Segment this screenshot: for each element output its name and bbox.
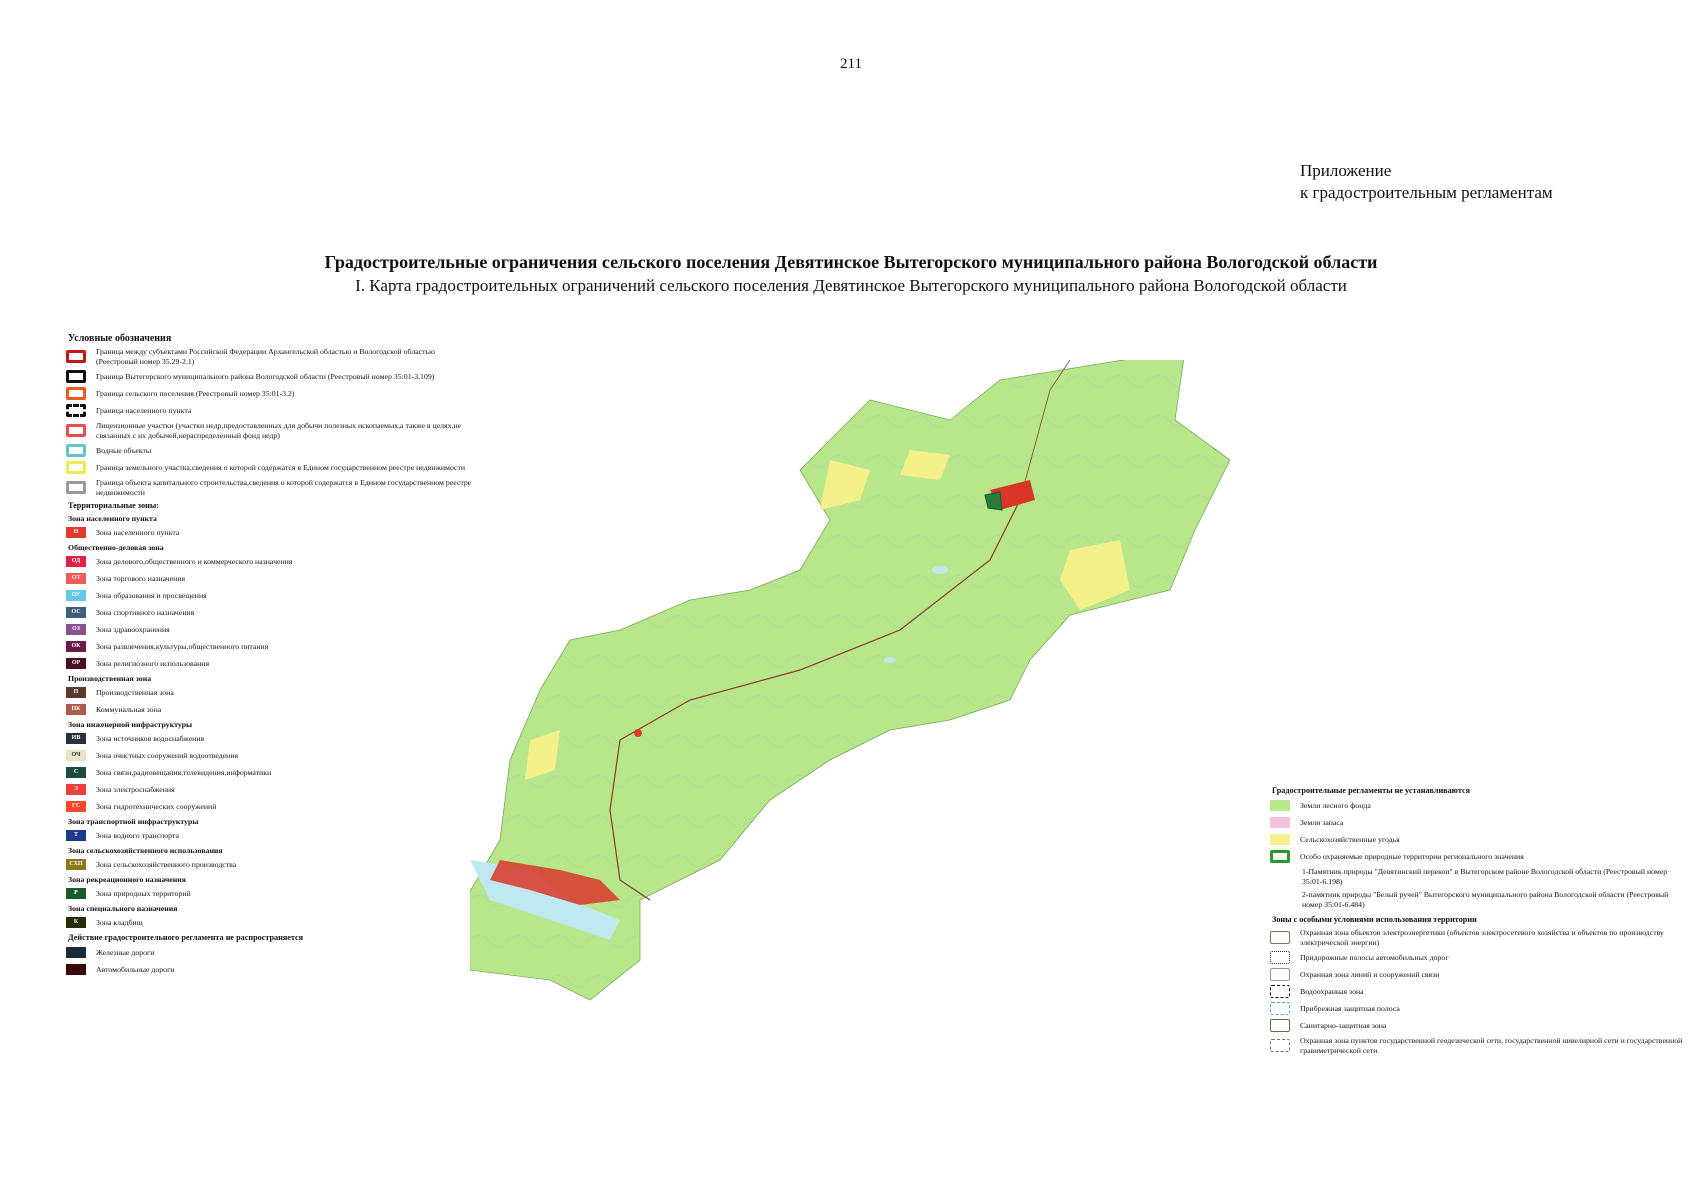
land-category-swatch — [1270, 800, 1290, 811]
boundary-row — [64, 387, 474, 400]
region-boundary-icon — [66, 350, 86, 363]
zone-group-heading: Зона сельскохозяйственного использования — [68, 846, 223, 855]
boundary-label: Лицензионные участки (участки недр,предоставленных для добычи полезных ископаемых,а также в целях,не связанных с их добычей,нераспределенный фонд недр) — [96, 421, 462, 440]
legend-right — [1268, 782, 1688, 1059]
license-area-icon — [66, 424, 86, 437]
special-zone-swatch — [1270, 1019, 1290, 1032]
zone-group-heading: Общественно-деловая зона — [68, 543, 164, 552]
no-regulation-label: Железные дороги — [96, 947, 155, 957]
special-zone-swatch — [1270, 1002, 1290, 1015]
special-zone-label: Водоохранная зона — [1300, 986, 1364, 996]
zone-row — [64, 572, 474, 585]
legend-right-heading-2: Зоны с особыми условиями использования территории — [1272, 915, 1477, 924]
special-zone-swatch — [1270, 1039, 1290, 1052]
zone-row — [64, 555, 474, 568]
appendix-line-1: Приложение — [1300, 161, 1392, 180]
zone-label: Зона природных территорий — [96, 888, 191, 898]
zone-label: Зона кладбищ — [96, 917, 143, 927]
locality-marker — [634, 729, 642, 737]
zone-swatch: СХП — [66, 859, 86, 870]
zone-swatch: П — [66, 687, 86, 698]
zone-swatch: ОС — [66, 607, 86, 618]
zone-row — [64, 916, 474, 929]
zone-label: Зона здравоохранения — [96, 624, 170, 634]
special-zone-row — [1268, 968, 1688, 981]
settlement-map — [470, 360, 1320, 1080]
zone-row — [64, 829, 474, 842]
boundary-list — [64, 347, 474, 497]
special-zone-label: Охранная зона линий и сооружений связи — [1300, 969, 1440, 979]
zone-list — [64, 514, 474, 929]
zone-row — [64, 783, 474, 796]
land-category-row — [1268, 816, 1688, 829]
zone-label: Зона населенного пункта — [96, 527, 180, 537]
appendix-line-2: к градостроительным регламентам — [1300, 183, 1553, 202]
legend-left — [64, 334, 474, 980]
zone-swatch: Н — [66, 527, 86, 538]
special-zone-list — [1268, 928, 1688, 1055]
zone-swatch: ОУ — [66, 590, 86, 601]
zone-swatch: Р — [66, 888, 86, 899]
boundary-row — [64, 370, 474, 383]
boundary-label: Граница между субъектами Российской Федерации Архангельской областью и Вологодской областью (Реестровый номер 35.29-2.1) — [96, 347, 435, 366]
no-regulation-swatch — [66, 964, 86, 975]
zone-group-heading: Зона специального назначения — [68, 904, 178, 913]
protected-note-2: 2-памятник природы "Белый ручей" Вытегорского муниципального района Вологодской области (Реестровый номер 35:01-6.484) — [1302, 890, 1669, 909]
zone-swatch: Э — [66, 784, 86, 795]
zone-label: Зона водного транспорта — [96, 830, 179, 840]
special-zone-label: Охранная зона объектов электроэнергетики (объектов электросетевого хозяйства и объектов по производству электрической энергии) — [1300, 928, 1664, 947]
land-category-row — [1268, 833, 1688, 846]
boundary-row — [64, 478, 474, 497]
boundary-label: Граница сельского поселения (Реестровый номер 35:01-3.2) — [96, 388, 295, 398]
zone-swatch: ОР — [66, 658, 86, 669]
special-zone-swatch — [1270, 985, 1290, 998]
zone-row — [64, 732, 474, 745]
no-regulation-row — [64, 963, 474, 976]
legend-heading: Условные обозначения — [68, 333, 172, 344]
boundary-label: Граница населенного пункта — [96, 405, 192, 415]
zone-group-heading: Зона рекреационного назначения — [68, 875, 186, 884]
zone-row — [64, 858, 474, 871]
zone-swatch: ОК — [66, 641, 86, 652]
special-zone-row — [1268, 928, 1688, 947]
special-zone-swatch — [1270, 951, 1290, 964]
zone-row — [64, 800, 474, 813]
no-regulation-list — [64, 946, 474, 976]
land-category-list — [1268, 799, 1688, 846]
zone-swatch: ОД — [66, 556, 86, 567]
zone-label: Зона гидротехнических сооружений — [96, 801, 217, 811]
zone-label: Зона развлечения,культуры,общественного питания — [96, 641, 269, 651]
zone-swatch: С — [66, 767, 86, 778]
water-body — [932, 566, 948, 574]
zone-group-heading: Производственная зона — [68, 674, 152, 683]
boundary-label: Граница земельного участка,сведения о которой содержатся в Едином государственном реестре недвижимости — [96, 462, 466, 472]
legend-right-heading-1: Градостроительные регламенты не устанавливаются — [1272, 786, 1471, 795]
boundary-label: Граница Вытегорского муниципального района Вологодской области (Реестровый номер 35:01-3.109) — [96, 371, 435, 381]
land-category-row — [1268, 799, 1688, 812]
zone-swatch: ИВ — [66, 733, 86, 744]
zone-row — [64, 623, 474, 636]
special-zone-label: Придорожные полосы автомобильных дорог — [1300, 952, 1449, 962]
boundary-row — [64, 404, 474, 417]
zone-swatch: ГС — [66, 801, 86, 812]
land-category-label: Земли лесного фонда — [1300, 800, 1371, 810]
zone-swatch: ОЗ — [66, 624, 86, 635]
zone-group-heading: Зона транспортной инфраструктуры — [68, 817, 199, 826]
zone-label: Зона делового,общественного и коммерческого назначения — [96, 556, 293, 566]
appendix-note — [1300, 160, 1553, 204]
zone-swatch: ОТ — [66, 573, 86, 584]
boundary-label: Граница объекта капитального строительства,сведения о которой содержатся в Едином государственном реестре недвижимости — [96, 478, 472, 497]
special-zone-row — [1268, 1002, 1688, 1015]
water-body — [884, 657, 896, 663]
no-regulation-heading: Действие градостроительного регламента не распространяется — [68, 933, 304, 942]
special-zone-label: Санитарно-защитная зона — [1300, 1020, 1387, 1030]
land-category-swatch — [1270, 834, 1290, 845]
zone-label: Зона связи,радиовещания,телевидения,информатики — [96, 767, 272, 777]
special-zone-label: Охранная зона пунктов государственной геодезической сети, государственной нивелирной сети и государственной гравиметрической сети — [1300, 1036, 1683, 1055]
zone-swatch: ОЧ — [66, 750, 86, 761]
zones-heading: Территориальные зоны: — [68, 501, 159, 510]
zone-row — [64, 766, 474, 779]
zone-row — [64, 887, 474, 900]
boundary-row — [64, 461, 474, 474]
zone-label: Производственная зона — [96, 687, 174, 697]
district-boundary-icon — [66, 370, 86, 383]
building-icon — [66, 481, 86, 494]
boundary-row — [64, 421, 474, 440]
zone-swatch: К — [66, 917, 86, 928]
zone-label: Зона спортивного назначения — [96, 607, 195, 617]
protected-note-1: 1-Памятник природы "Девятинский перекоп" в Вытегорском районе Вологодской области (Реестровый номер 35:01-6.198) — [1302, 867, 1668, 886]
zone-label: Зона религиозного использования — [96, 658, 210, 668]
special-zone-row — [1268, 985, 1688, 998]
special-zone-swatch — [1270, 968, 1290, 981]
zone-row — [64, 606, 474, 619]
special-zone-label: Прибрежная защитная полоса — [1300, 1003, 1400, 1013]
zone-group-heading: Зона инженерной инфраструктуры — [68, 720, 193, 729]
no-regulation-label: Автомобильные дороги — [96, 964, 175, 974]
zone-label: Коммунальная зона — [96, 704, 162, 714]
zone-label: Зона торгового назначения — [96, 573, 186, 583]
zone-row — [64, 703, 474, 716]
boundary-row — [64, 347, 474, 366]
locality-boundary-icon — [66, 404, 86, 417]
land-plot-icon — [66, 461, 86, 474]
protected-area-row — [1268, 850, 1688, 863]
special-zone-swatch — [1270, 931, 1290, 944]
zone-label: Зона источников водоснабжения — [96, 733, 205, 743]
zone-label: Зона сельскохозяйственного производства — [96, 859, 237, 869]
zone-row — [64, 589, 474, 602]
zone-row — [64, 526, 474, 539]
land-category-label: Сельскохозяйственные угодья — [1300, 834, 1400, 844]
no-regulation-swatch — [66, 947, 86, 958]
protected-area-1 — [985, 492, 1002, 510]
zone-row — [64, 640, 474, 653]
protected-area-label: Особо охраняемые природные территории регионального значения — [1300, 851, 1524, 861]
zone-group-heading: Зона населенного пункта — [68, 514, 157, 523]
zone-swatch: Т — [66, 830, 86, 841]
zone-row — [64, 657, 474, 670]
land-category-swatch — [1270, 817, 1290, 828]
boundary-row — [64, 444, 474, 457]
zone-swatch: ПК — [66, 704, 86, 715]
zone-row — [64, 686, 474, 699]
zone-label: Зона электроснабжения — [96, 784, 175, 794]
protected-area-swatch — [1270, 850, 1290, 863]
zone-label: Зона очистных сооружений водоотведения — [96, 750, 239, 760]
page-title: Градостроительные ограничения сельского поселения Девятинское Вытегорского муниципального района Вологодской области — [324, 252, 1378, 272]
page-subtitle: I. Карта градостроительных ограничений сельского поселения Девятинское Вытегорского муниципального района Вологодской области — [355, 276, 1347, 295]
special-zone-row — [1268, 1036, 1688, 1055]
land-category-label: Земли запаса — [1300, 817, 1344, 827]
zone-row — [64, 749, 474, 762]
special-zone-row — [1268, 951, 1688, 964]
special-zone-row — [1268, 1019, 1688, 1032]
settlement-boundary-icon — [66, 387, 86, 400]
page-number: 211 — [840, 56, 862, 72]
zone-label: Зона образования и просвещения — [96, 590, 207, 600]
boundary-label: Водные объекты — [96, 445, 152, 455]
no-regulation-row — [64, 946, 474, 959]
water-icon — [66, 444, 86, 457]
